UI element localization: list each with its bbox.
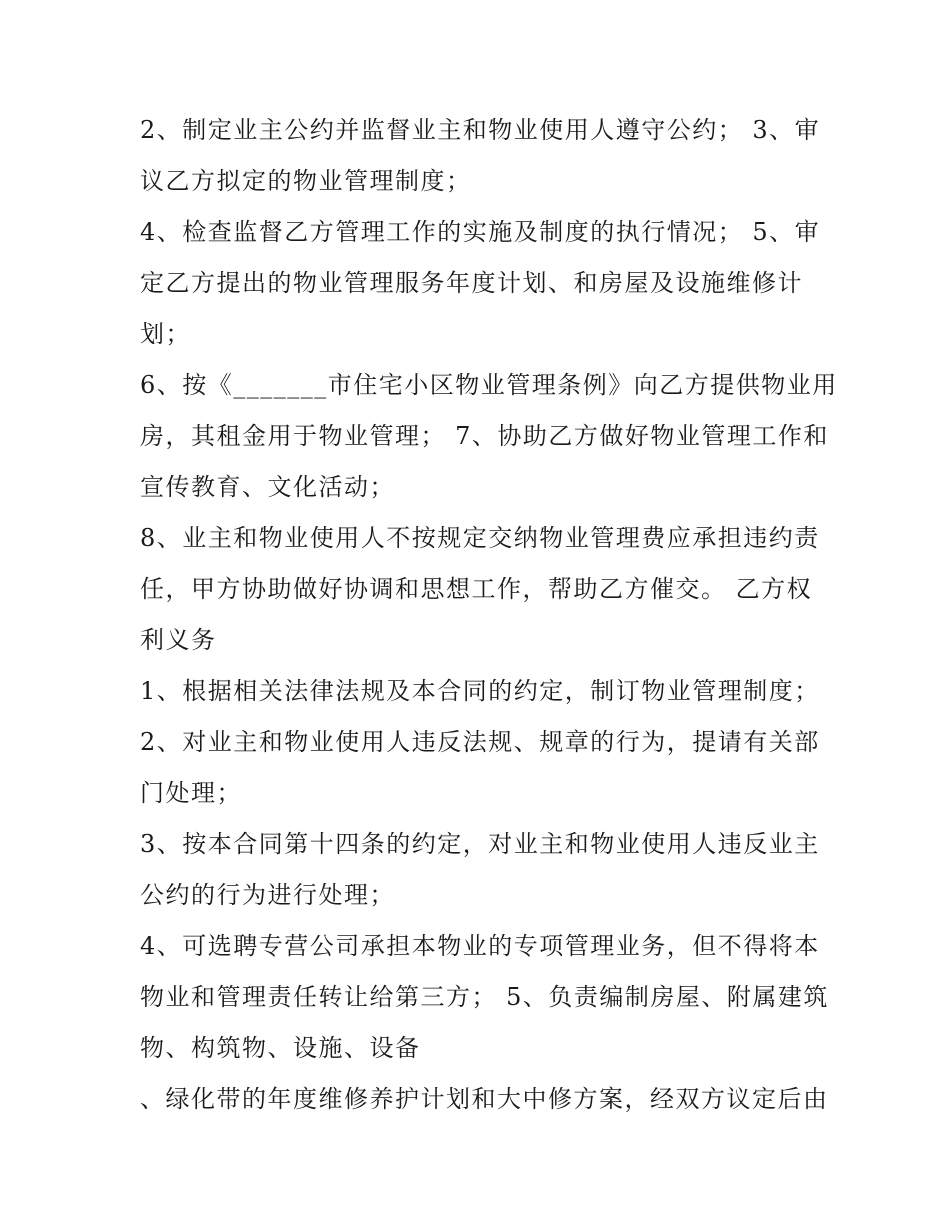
text-line: 6、按《_______市住宅小区物业管理条例》向乙方提供物业用: [140, 371, 838, 399]
text-line: 4、可选聘专营公司承担本物业的专项管理业务，但不得将本: [140, 932, 820, 960]
text-line: 门处理；: [140, 779, 242, 807]
text-line: 划；: [140, 320, 191, 348]
text-line: 物、构筑物、设施、设备: [140, 1034, 421, 1062]
text-line: 房，其租金用于物业管理； 7、协助乙方做好物业管理工作和: [140, 422, 829, 450]
text-line: 1、根据相关法律法规及本合同的约定，制订物业管理制度；: [140, 677, 820, 705]
text-line: 任，甲方协助做好协调和思想工作，帮助乙方催交。 乙方权: [140, 575, 813, 603]
text-line: 4、检查监督乙方管理工作的实施及制度的执行情况； 5、审: [140, 218, 821, 246]
text-line: 宣传教育、文化活动；: [140, 473, 395, 501]
text-line: 、绿化带的年度维修养护计划和大中修方案，经双方议定后由: [140, 1085, 829, 1113]
text-line: 3、按本合同第十四条的约定，对业主和物业使用人违反业主: [140, 830, 820, 858]
text-line: 8、业主和物业使用人不按规定交纳物业管理费应承担违约责: [140, 524, 820, 552]
text-line: 议乙方拟定的物业管理制度；: [140, 167, 472, 195]
text-line: 定乙方提出的物业管理服务年度计划、和房屋及设施维修计: [140, 269, 803, 297]
text-line: 公约的行为进行处理；: [140, 881, 395, 909]
text-line: 物业和管理责任转让给第三方； 5、负责编制房屋、附属建筑: [140, 983, 829, 1011]
text-line: 2、制定业主公约并监督业主和物业使用人遵守公约； 3、审: [140, 116, 821, 144]
text-line: 利义务: [140, 626, 217, 654]
document-body: [140, 105, 838, 1125]
text-line: 2、对业主和物业使用人违反法规、规章的行为，提请有关部: [140, 728, 820, 756]
